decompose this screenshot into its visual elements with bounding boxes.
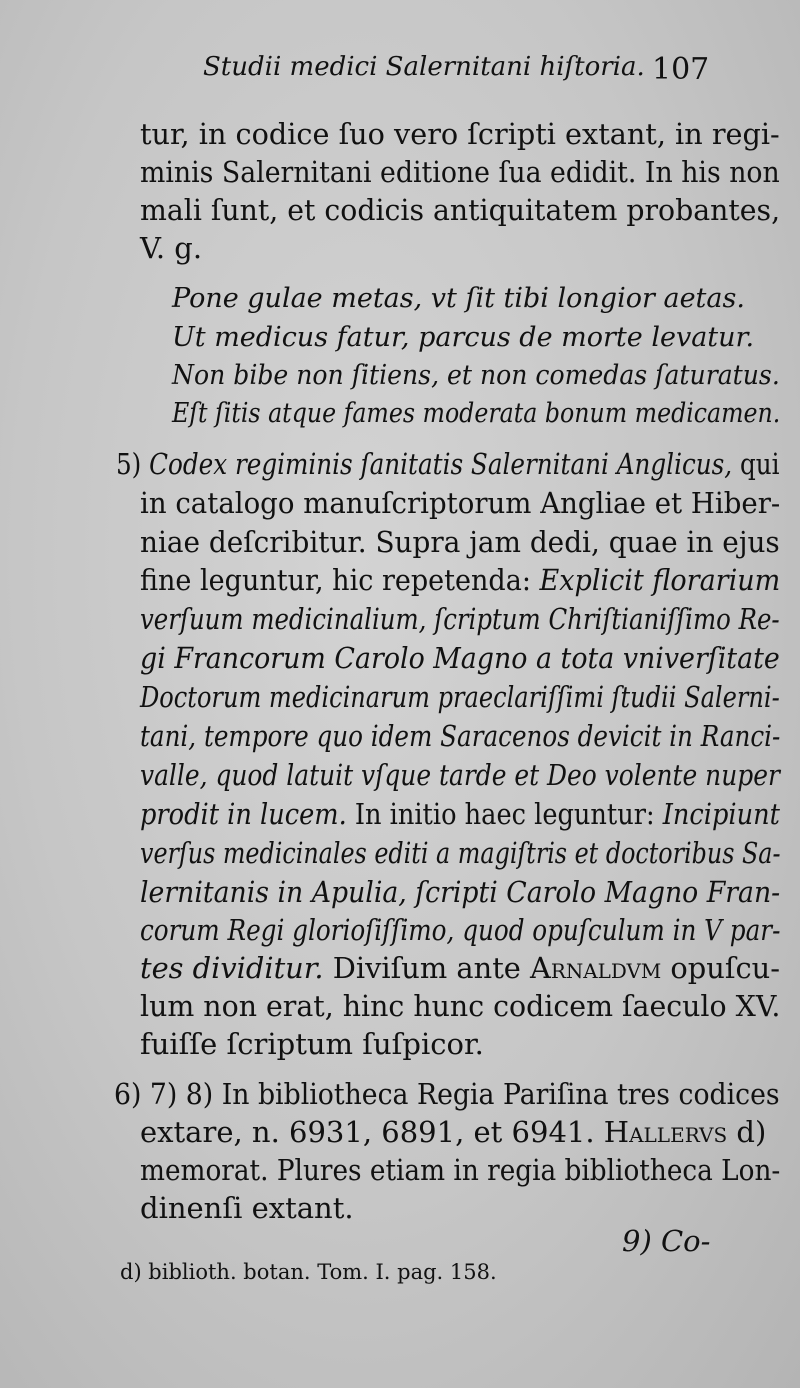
item-number: 6) 7) 8) <box>114 1077 214 1111</box>
text: opuſcu- <box>661 951 781 985</box>
text-line: fuiſſe ſcriptum ſuſpicor. <box>140 1027 484 1061</box>
footnote: d) biblioth. botan. Tom. I. pag. 158. <box>120 1260 497 1284</box>
catchword: 9) Co- <box>622 1224 711 1258</box>
verse-line: Ut medicus fatur, parcus de morte levatur. <box>172 322 755 353</box>
text: In initio haec leguntur: <box>346 797 663 831</box>
small-caps-name: Hallervs <box>603 1115 728 1149</box>
verse-line: Pone gulae metas, vt ſit tibi longior aetas. <box>172 283 745 314</box>
text-line: dinenſi extant. <box>140 1191 354 1225</box>
text-line: memorat. Plures etiam in regia bibliotheca Lon- <box>140 1153 781 1187</box>
italic-text: Incipiunt <box>662 797 780 831</box>
italic-line: corum Regi glorioſiſſimo, quod opuſculum in V par- <box>140 913 781 947</box>
running-title: Studii medici Salernitani hiſtoria. <box>203 52 645 82</box>
text: In bibliotheca Regia Pariſina tres codices <box>213 1077 780 1111</box>
text-line: niae deſcribitur. Supra jam dedi, quae in ejus <box>140 525 780 559</box>
italic-line: lernitanis in Apulia, ſcripti Carolo Magno Fran- <box>140 875 781 909</box>
text: fine leguntur, hic repetenda: <box>140 563 540 597</box>
text-line: mali ſunt, et codicis antiquitatem probantes, <box>140 193 781 227</box>
italic-line: Doctorum medicinarum praeclariſſimi ſtudii Salerni- <box>140 680 780 714</box>
verse-line: Non bibe non ſitiens, et non comedas ſaturatus. <box>172 360 780 391</box>
paragraph-line <box>140 1114 766 1150</box>
italic-line: tani, tempore quo idem Saracenos devicit in Ranci- <box>140 719 781 753</box>
italic-text: Explicit florarium <box>539 563 781 597</box>
text: extare, n. 6931, 6891, et 6941. <box>140 1115 604 1149</box>
italic-text: prodit in lucem. <box>140 797 347 831</box>
paragraph-line <box>140 950 780 986</box>
text-line: V. g. <box>140 231 203 265</box>
italic-text: tes dividitur. <box>140 951 324 985</box>
verse-line: Eſt ſitis atque fames moderata bonum medicamen. <box>172 398 781 429</box>
footnote-ref: d) <box>727 1115 767 1149</box>
item-number: 5) <box>116 447 142 481</box>
page-number: 107 <box>652 52 710 87</box>
paragraph-line <box>114 1076 780 1112</box>
small-caps-name: Arnaldvm <box>530 951 662 985</box>
italic-text: Codex regiminis ſanitatis Salernitani Anglicus, <box>149 447 733 481</box>
italic-line: verſuum medicinalium, ſcriptum Chriſtianiſſimo Re- <box>140 602 780 636</box>
text: qui <box>732 447 780 481</box>
text-line: tur, in codice ſuo vero ſcripti extant, in regi- <box>140 117 780 151</box>
paragraph-line <box>116 446 780 482</box>
text-line: minis Salernitani editione ſua edidit. In his non <box>140 155 780 189</box>
paragraph-line <box>140 562 780 598</box>
paragraph-line <box>140 796 780 832</box>
italic-line: gi Francorum Carolo Magno a tota vniverſitate <box>140 641 780 675</box>
text-line: in catalogo manuſcriptorum Angliae et Hiber- <box>140 486 781 520</box>
text-line: lum non erat, hinc hunc codicem ſaeculo XV. <box>140 989 781 1023</box>
text: Diviſum ante <box>323 951 531 985</box>
italic-line: valle, quod latuit vſque tarde et Deo volente nuper <box>140 758 780 792</box>
italic-line: verſus medicinales editi a magiſtris et doctoribus Sa- <box>140 836 781 870</box>
